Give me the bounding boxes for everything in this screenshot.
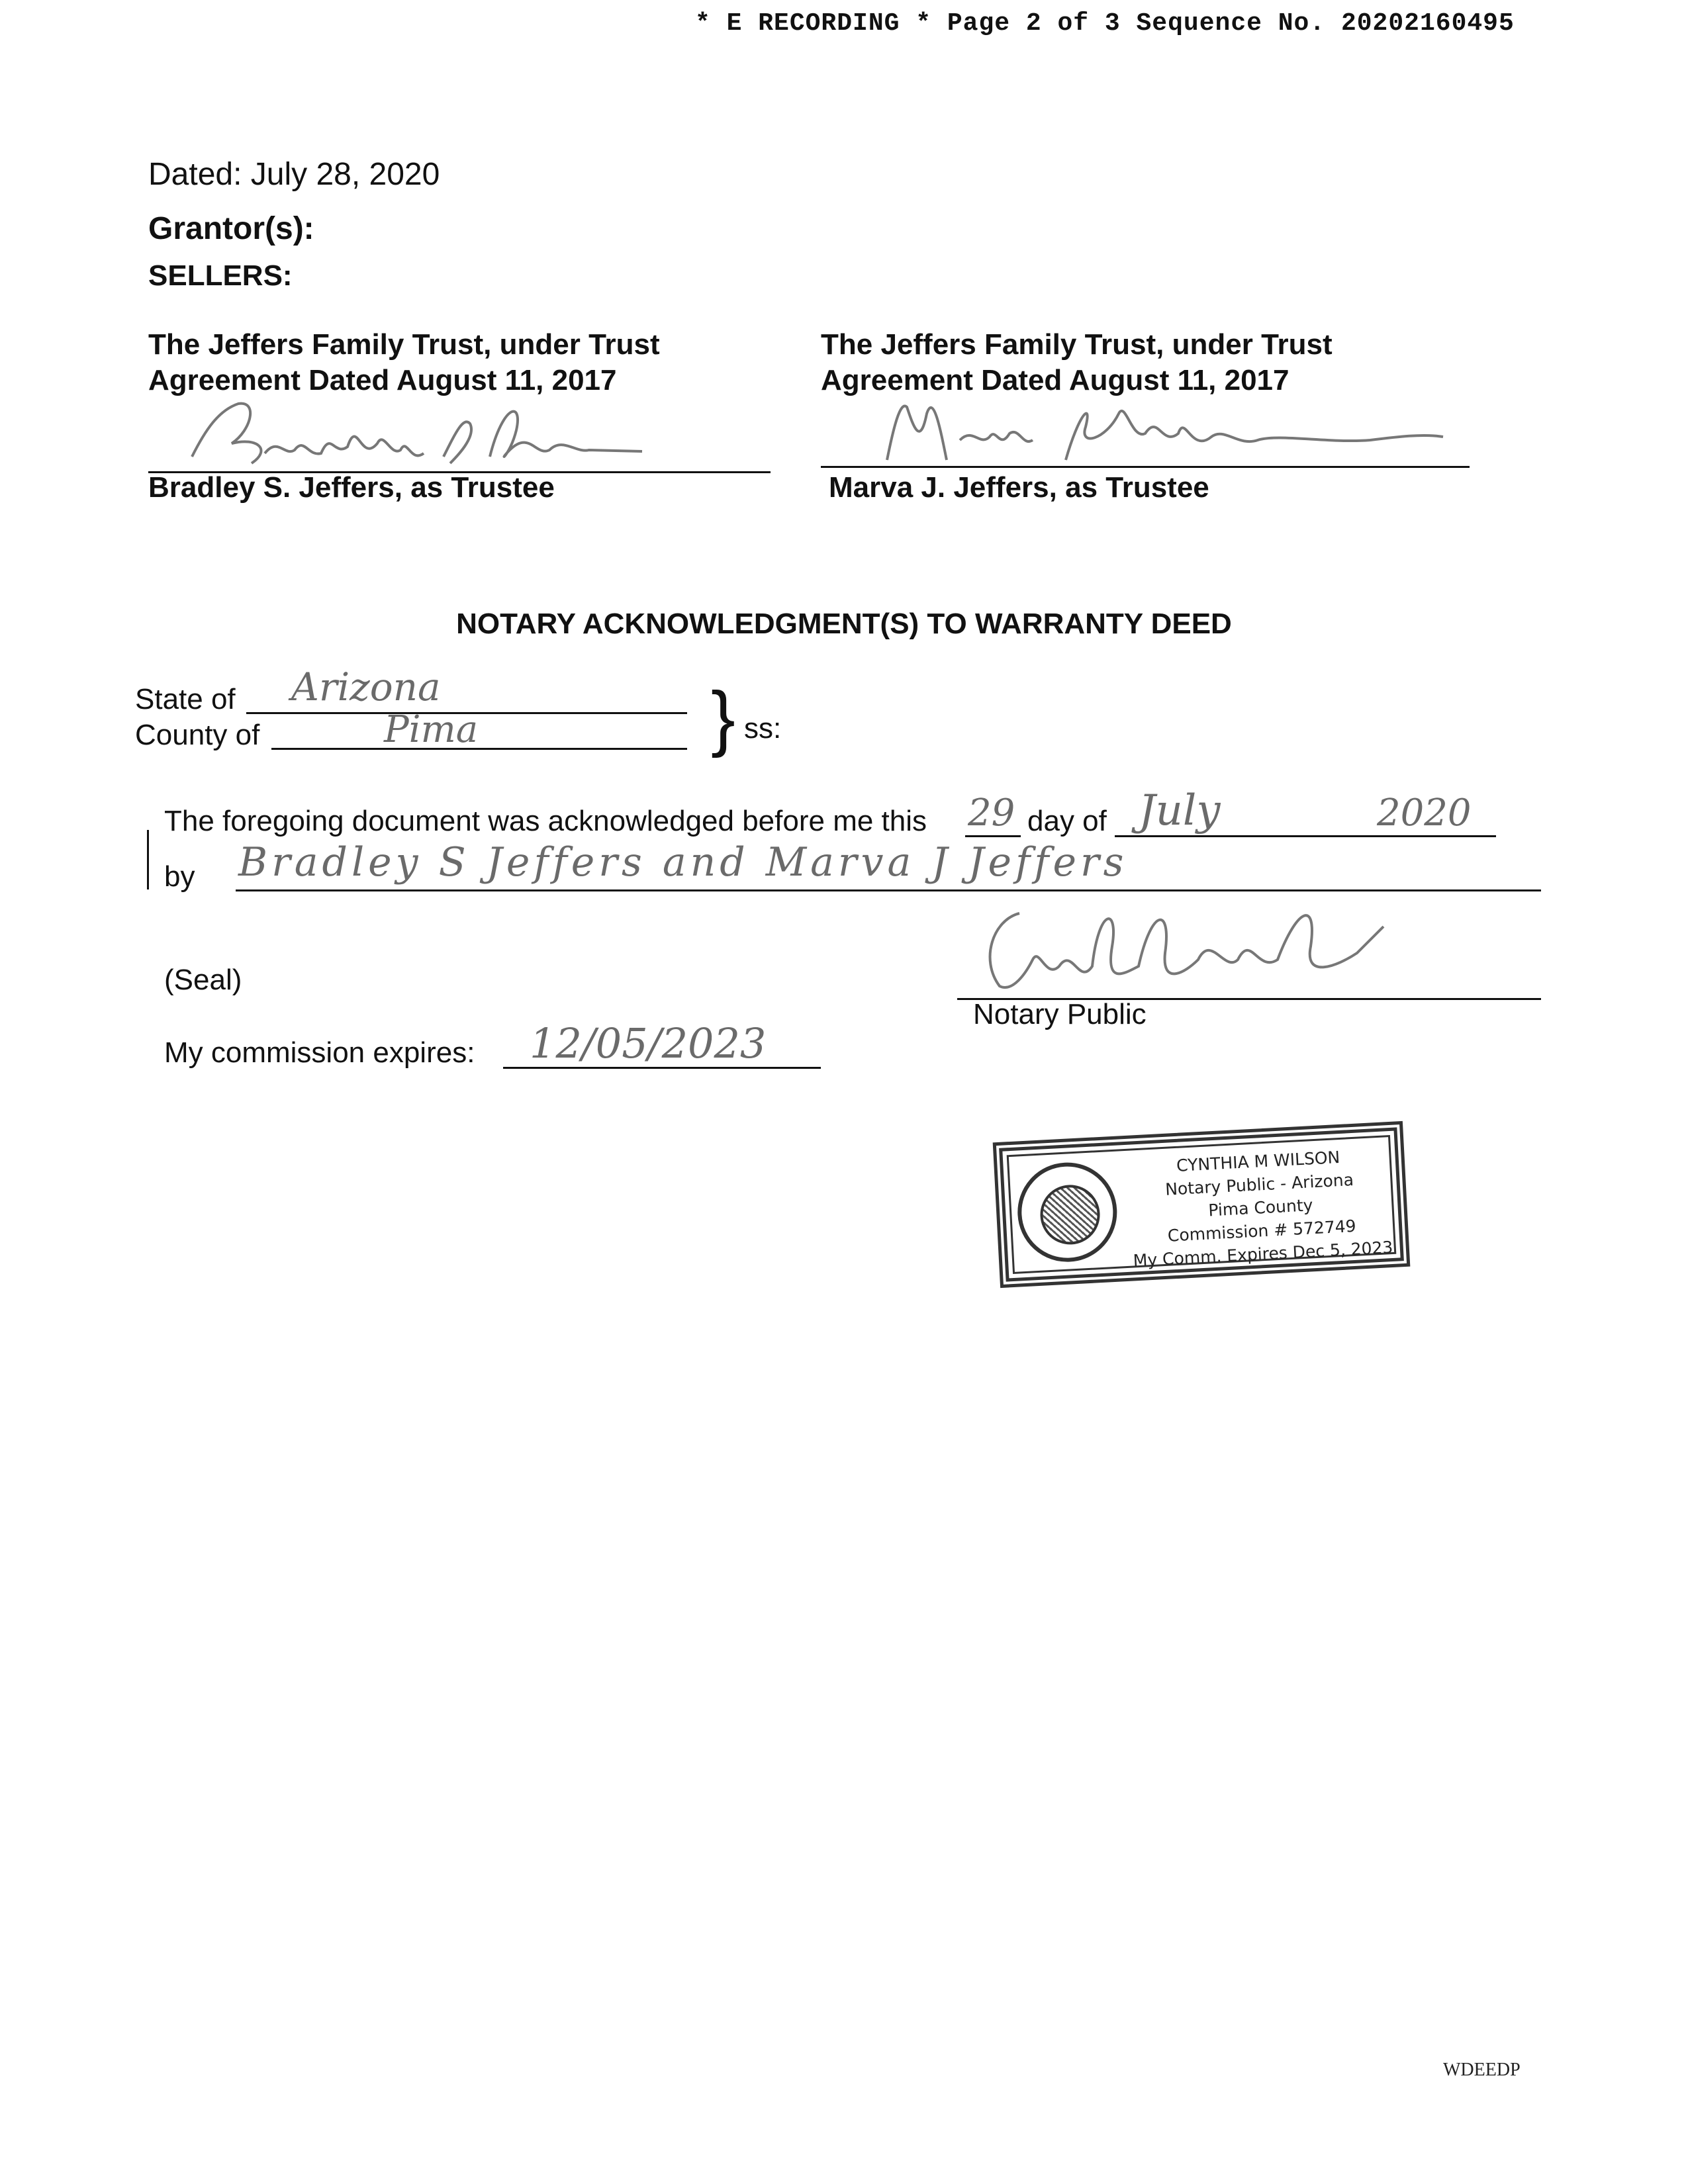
signature-bradley — [179, 390, 655, 477]
ack-text: The foregoing document was acknowledged before me this — [164, 805, 927, 837]
stamp-line: CYNTHIA M WILSON — [1176, 1147, 1340, 1175]
commission-line — [503, 1067, 821, 1069]
by-line — [236, 889, 1541, 891]
by-value: Bradley S Jeffers and Marva J Jeffers — [238, 839, 1128, 886]
notary-stamp — [993, 1121, 1411, 1288]
stamp-line: Commission # 572749 — [1167, 1216, 1357, 1246]
signature-line-2 — [821, 466, 1470, 468]
ss-label: ss: — [744, 712, 782, 745]
trust-line-1: The Jeffers Family Trust, under Trust — [148, 328, 660, 361]
state-label: State of — [135, 683, 236, 715]
ack-day-value: 29 — [968, 792, 1015, 835]
trust-line-2: Agreement Dated August 11, 2017 — [148, 364, 617, 396]
stamp-line: Notary Public - Arizona — [1164, 1169, 1354, 1199]
margin-bar — [147, 830, 149, 889]
notary-signature — [966, 893, 1390, 999]
trust-line-2: Agreement Dated August 11, 2017 — [821, 364, 1289, 396]
day-of-label: day of — [1027, 805, 1107, 837]
signer-name-1: Bradley S. Jeffers, as Trustee — [148, 471, 555, 504]
recording-header: * E RECORDING * Page 2 of 3 Sequence No. 20202160495 — [695, 9, 1515, 38]
ack-year-value: 2020 — [1377, 792, 1472, 835]
by-label: by — [164, 860, 195, 893]
ack-month-line — [1115, 835, 1496, 837]
sellers-label: SELLERS: — [148, 259, 293, 292]
commission-label: My commission expires: — [164, 1036, 475, 1069]
state-value: Arizona — [291, 664, 441, 709]
commission-value: 12/05/2023 — [530, 1019, 767, 1068]
grantor-label: Grantor(s): — [148, 211, 314, 246]
county-line — [271, 748, 687, 750]
trust-line-1: The Jeffers Family Trust, under Trust — [821, 328, 1333, 361]
ack-month-value: July — [1139, 786, 1221, 835]
signature-marva — [867, 387, 1450, 473]
notary-title: NOTARY ACKNOWLEDGMENT(S) TO WARRANTY DEED — [456, 608, 1232, 640]
stamp-line: My Comm. Expires Dec 5, 2023 — [1133, 1237, 1393, 1271]
dated-line: Dated: July 28, 2020 — [148, 157, 440, 192]
notary-public-label: Notary Public — [973, 998, 1147, 1030]
footer-code: WDEEDP — [1443, 2060, 1521, 2080]
county-label: County of — [135, 719, 260, 751]
county-value: Pima — [384, 708, 479, 751]
stamp-line: Pima County — [1207, 1195, 1314, 1220]
ack-day-line — [965, 835, 1021, 837]
signer-name-2: Marva J. Jeffers, as Trustee — [829, 471, 1209, 504]
brace: } — [711, 677, 735, 758]
seal-label: (Seal) — [164, 964, 242, 996]
